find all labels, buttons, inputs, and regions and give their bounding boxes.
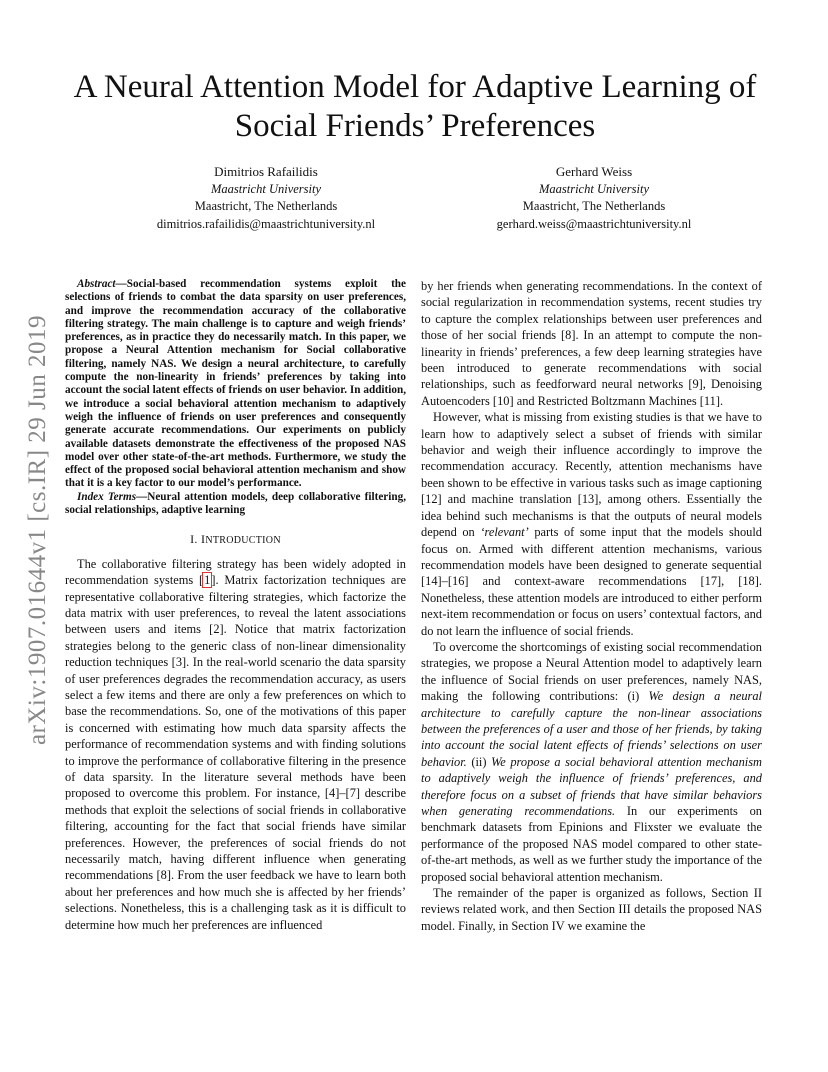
abstract-label: Abstract	[77, 278, 116, 290]
author-location: Maastricht, The Netherlands	[522, 199, 666, 213]
citation-link[interactable]: 3	[175, 655, 183, 670]
paragraph: by her friends when generating recommendations. In the context of social regularization in recommendation systems, recent studies try to capture the complex relationships between user preferences and those of her social friends [8]. In an attempt to compute the non-linearity in friends’ preferences, a few deep learning strategies have been introduced to generate recommendations with social relationships, such as feedforward neural networks [9], Denoising Autoencoders [10] and Restricted Boltzmann Machines [11].	[421, 279, 762, 408]
paragraph: The remainder of the paper is organized as follows, Section II reviews related work, and then Section III details the proposed NAS model. Finally, in Section IV we examine the	[421, 886, 762, 933]
abstract-text: —Social-based recommendation systems exploit the selections of friends to combat the data sparsity on user preferences, and improve the recommendation accuracy of the collaborative filtering strategy. The main challenge is to capture and weigh friends’ preferences, as in practice they do necessarily match. In this paper, we propose a Neural Attention mechanism for Social collaborative filtering, namely NAS. We design a neural architecture, to carefully compute the non-linearity in friends’ preferences by taking into account the social latent effects of friends on user behavior. In addition, we introduce a social behavioral attention mechanism to adaptively weigh the influence of friends on user preferences and consequently generate accurate recommendations. Our experiments on publicly available datasets demonstrate the effectiveness of the proposed NAS model over other state-of-the-art methods. Furthermore, we study the effect of the proposed social behavioral attention mechanism and show that it is a key factor to our model’s performance.	[65, 278, 406, 490]
index-terms-text: —Neural attention models, deep collaborative filtering, social relationships, adaptive learning	[65, 490, 406, 517]
author-block-1	[106, 163, 426, 233]
author-email: dimitrios.rafailidis@maastrichtuniversity.nl	[156, 216, 376, 231]
author-name: Gerhard Weiss	[555, 164, 633, 179]
citation-link[interactable]: 2	[213, 622, 220, 637]
arxiv-identifier	[18, 300, 58, 760]
index-terms-label: Index Terms	[77, 490, 137, 503]
citation-link[interactable]: 17	[704, 574, 718, 589]
citation-link[interactable]: 18	[742, 574, 755, 589]
section-heading-introduction: I. INTRODUCTION	[190, 532, 281, 547]
citation-link[interactable]: 11	[703, 393, 716, 408]
citation-link[interactable]: 13	[581, 492, 595, 507]
citation-link[interactable]: 14	[425, 574, 438, 589]
paper-title: A Neural Attention Model for Adaptive Learning of Social Friends’ Preferences	[73, 69, 757, 144]
abstract	[65, 278, 406, 491]
citation-link[interactable]: 12	[425, 492, 438, 507]
paragraph: The collaborative filtering strategy has been widely adopted in recommendation systems [1]. Matrix factorization techniques are representative collaborative filtering strategies, which factorize the data matrix with user preferences, to reveal the latent associations between users and items [2]. Notice that matrix factorization strategies belong to the generic class of non-linear dimensionality reduction techniques [3]. In the real-world scenario the data sparsity of user preferences degrades the recommendation accuracy, as users select a few items and there are only a few preferences on which to base the recommendations. So, one of the motivations of this paper is concerned with estimating how much data sparsity affects the performance of recommendation systems and with finding solutions to improve the performance of collaborative filtering in the presence of data sparsity. In the literature several methods have been proposed to overcome this problem. For instance, [4]–[7] describe methods that exploit the selections of social friends in collaborative filtering, accounting for the fact that social friends have similar preferences. However, the preferences of social friends do not necessarily match, having different influence when generating recommendations [8]. From the user feedback we have to learn both about her preferences and how much she is affected by her friends’ selections. Nonetheless, this is a challenging task as it is difficult to determine how much her preferences are influenced	[65, 556, 406, 932]
author-email: gerhard.weiss@maastrichtuniversity.nl	[496, 216, 692, 231]
citation-link[interactable]: 16	[452, 574, 465, 589]
citation-link[interactable]: 8	[565, 328, 572, 343]
citation-link[interactable]: 8	[160, 868, 167, 883]
citation-link[interactable]: 4	[329, 786, 336, 801]
left-column	[65, 278, 406, 933]
author-block-2	[434, 163, 754, 233]
section-link[interactable]: II	[753, 886, 762, 901]
index-terms	[65, 491, 406, 518]
section-link[interactable]: IV	[551, 918, 565, 933]
citation-link[interactable]: 7	[349, 786, 356, 801]
section-link[interactable]: III	[618, 902, 631, 917]
citation-link[interactable]: 1	[204, 573, 211, 588]
citation-link[interactable]: 10	[497, 393, 510, 408]
author-name: Dimitrios Rafailidis	[214, 164, 318, 179]
author-location: Maastricht, The Netherlands	[194, 199, 338, 213]
right-column	[421, 278, 762, 934]
paragraph: To overcome the shortcomings of existing social recommendation strategies, we propose a Neural Attention model to adaptively learn the influence of Social friends on user preferences, namely NAS, making the following contributions: (i) We design a neural architecture to carefully capture the non-linear associations between the preferences of a user and those of her friends, by taking into account the social latent effects of friends’ selections on user behavior. (ii) We propose a social behavioral attention mechanism to adaptively weigh the influence of friends’ preferences, and therefore focus on a subset of friends that have similar behaviors when generating recommendations. In our experiments on benchmark datasets from Epinions and Flixster we evaluate the performance of the proposed NAS model compared to other state-of-the-art methods, as well as we further study the importance of the proposed social behavioral attention mechanism.	[421, 639, 762, 884]
paragraph: However, what is missing from existing studies is that we have to learn how to adaptively select a subset of friends with similar behavior and weigh their influence accordingly to improve the recommendation accuracy. Recently, attention mechanisms have been shown to be effective in various tasks such as image captioning [12] and machine translation [13], among others. Essentially the idea behind such mechanisms is that the outputs of neural models depend on ‘relevant’ parts of some input that the models should focus on. Armed with different attention mechanisms, various recommendation models have been designed to generate sequential [14]–[16] and context-aware recommendations [17], [18]. Nonetheless, these attention models are introduced to either perform next-item recommendation or focus on users’ contextual factors, and do not learn the influence of social friends.	[421, 410, 762, 638]
citation-link[interactable]: 9	[692, 377, 699, 392]
author-affiliation: Maastricht University	[538, 181, 650, 196]
arxiv-identifier-text: arXiv:1907.01644v1 [cs.IR] 29 Jun 2019	[24, 314, 51, 746]
author-affiliation: Maastricht University	[210, 181, 322, 196]
